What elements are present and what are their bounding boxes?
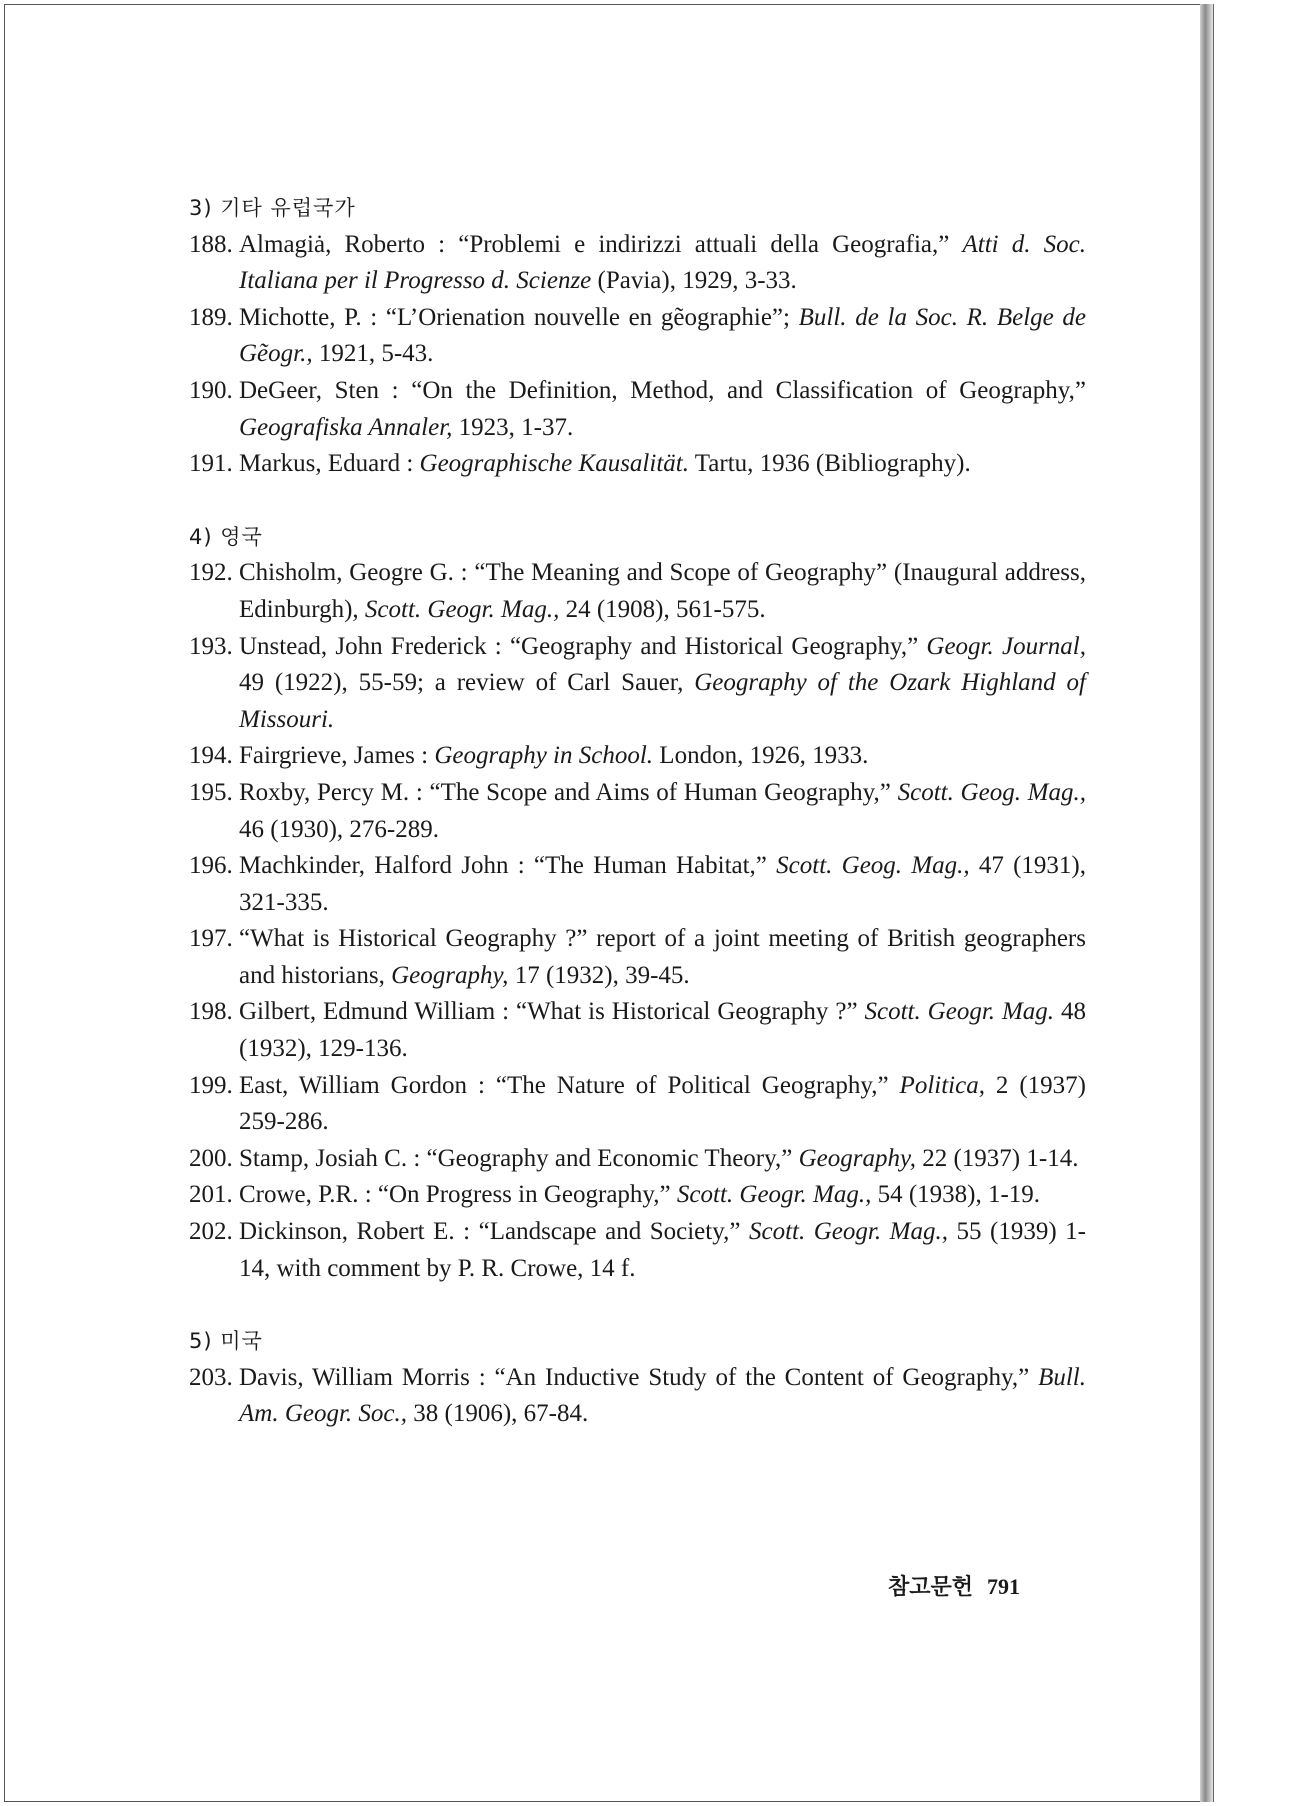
reference-text bbox=[239, 446, 1086, 483]
running-footer bbox=[888, 1570, 1020, 1601]
reference-text-part: 2 (1937) 259-286. bbox=[239, 1071, 1086, 1136]
reference-text-part: Fairgrieve, James : bbox=[239, 742, 435, 770]
reference-text bbox=[239, 373, 1086, 446]
reference-number: 192. bbox=[189, 559, 233, 587]
reference-title-italic: Bull. de la Soc. R. Belge de Gẽogr., bbox=[239, 303, 1086, 368]
reference-text-part: Tartu, 1936 (Bibliography). bbox=[688, 450, 971, 478]
reference-text-part: Roxby, Percy M. : “The Scope and Aims of Human Geography,” bbox=[239, 778, 898, 806]
reference-text-part: Crowe, P.R. : “On Progress in Geography,” bbox=[239, 1181, 677, 1209]
reference-number: 190. bbox=[189, 376, 233, 404]
reference-title-italic: Atti d. Soc. Italiana per il Progresso d. Scienze bbox=[239, 230, 1086, 295]
reference-text-part: “What is Historical Geography ?” report of a joint meeting of British geographers and historians, bbox=[239, 925, 1086, 989]
reference-text-part: Michotte, P. : “L’Orienation nouvelle en gẽographie”; bbox=[239, 303, 799, 331]
background-margin bbox=[1215, 0, 1303, 1806]
reference-number: 194. bbox=[189, 742, 233, 770]
page-number: 791 bbox=[987, 1574, 1021, 1599]
reference-title-italic: Scott. Geogr. Mag., bbox=[676, 1181, 872, 1209]
reference-entry bbox=[189, 300, 1086, 373]
reference-text-part: Chisholm, Geogre G. : “The Meaning and Scope of Geography” (Inaugural address, Edinburgh), bbox=[239, 559, 1086, 623]
section-gap bbox=[189, 1287, 1086, 1323]
reference-text bbox=[239, 227, 1086, 300]
reference-title-italic: Geography, bbox=[391, 961, 509, 989]
reference-text-part: Dickinson, Robert E. : “Landscape and Society,” bbox=[239, 1218, 749, 1246]
reference-text-part: East, William Gordon : “The Nature of Political Geography,” bbox=[239, 1071, 900, 1099]
section-gap bbox=[189, 483, 1086, 519]
reference-text bbox=[239, 1214, 1086, 1287]
reference-title-italic: Scott. Geogr. Mag., bbox=[364, 595, 560, 623]
reference-number: 202. bbox=[189, 1218, 233, 1246]
reference-title-italic: Geography in School. bbox=[434, 742, 654, 770]
reference-number: 199. bbox=[189, 1071, 233, 1099]
reference-text-part: 47 (1931), 321-335. bbox=[239, 852, 1086, 916]
reference-text-part: Davis, William Morris : “An Inductive Study of the Content of Geography,” bbox=[239, 1363, 1039, 1391]
reference-title-italic: Scott. Geogr. Mag., bbox=[748, 1218, 948, 1246]
reference-title-italic: Geographische Kausalität. bbox=[419, 450, 689, 478]
reference-text-part: 1923, 1-37. bbox=[452, 413, 574, 441]
reference-entry bbox=[189, 921, 1086, 994]
reference-entry bbox=[189, 446, 1086, 483]
reference-number: 203. bbox=[189, 1363, 233, 1391]
reference-text bbox=[239, 300, 1086, 373]
reference-text-part: Machkinder, Halford John : “The Human Habitat,” bbox=[239, 852, 777, 880]
reference-number: 200. bbox=[189, 1144, 233, 1172]
reference-text bbox=[239, 775, 1086, 848]
reference-title-italic: Geography of the Ozark Highland of Missouri. bbox=[239, 669, 1086, 733]
reference-text-part: 22 (1937) 1-14. bbox=[915, 1144, 1079, 1172]
reference-text bbox=[239, 1177, 1086, 1214]
reference-entry bbox=[189, 555, 1086, 628]
reference-text-part: London, 1926, 1933. bbox=[653, 742, 869, 770]
reference-text-part: (Pavia), 1929, 3-33. bbox=[591, 267, 797, 295]
reference-entry bbox=[189, 1141, 1086, 1178]
reference-text-part: 24 (1908), 561-575. bbox=[559, 595, 766, 623]
reference-entry bbox=[189, 629, 1086, 739]
reference-text-part: 1921, 5-43. bbox=[312, 340, 434, 368]
reference-text bbox=[239, 1068, 1086, 1141]
reference-text-part: 46 (1930), 276-289. bbox=[239, 815, 439, 843]
reference-text bbox=[239, 629, 1086, 739]
reference-number: 189. bbox=[189, 303, 233, 331]
reference-title-italic: Geography, bbox=[798, 1144, 916, 1172]
reference-text-part: 49 (1922), 55-59; a review of Carl Sauer, bbox=[239, 669, 695, 697]
reference-number: 195. bbox=[189, 778, 233, 806]
reference-text bbox=[239, 848, 1086, 921]
reference-title-italic: Scott. Geog. Mag., bbox=[897, 778, 1086, 806]
reference-text bbox=[239, 738, 1086, 775]
reference-text bbox=[239, 994, 1086, 1067]
reference-title-italic: Scott. Geogr. Mag. bbox=[864, 998, 1055, 1026]
reference-title-italic: Geogr. Journal, bbox=[926, 632, 1086, 660]
reference-text-part: 17 (1932), 39-45. bbox=[508, 961, 690, 989]
reference-entry bbox=[189, 848, 1086, 921]
reference-text-part: 48 (1932), 129-136. bbox=[239, 998, 1087, 1063]
reference-title-italic: Politica, bbox=[899, 1071, 985, 1099]
reference-title-italic: Scott. Geog. Mag., bbox=[776, 852, 970, 880]
bibliography-content bbox=[189, 190, 1086, 1433]
reference-text-part: 38 (1906), 67-84. bbox=[407, 1400, 589, 1428]
reference-title-italic: Geografiska Annaler, bbox=[239, 413, 453, 441]
reference-entry bbox=[189, 1068, 1086, 1141]
reference-number: 196. bbox=[189, 852, 233, 880]
reference-entry bbox=[189, 775, 1086, 848]
reference-text-part: Gilbert, Edmund William : “What is Historical Geography ?” bbox=[239, 998, 865, 1026]
section-heading: 5) 미국 bbox=[189, 1329, 263, 1354]
reference-text-part: Markus, Eduard : bbox=[239, 450, 420, 478]
reference-number: 197. bbox=[189, 925, 233, 953]
reference-text-part: DeGeer, Sten : “On the Definition, Method, and Classification of Geography,” bbox=[239, 376, 1086, 404]
reference-text-part: Stamp, Josiah C. : “Geography and Economic Theory,” bbox=[239, 1144, 799, 1172]
reference-number: 201. bbox=[189, 1181, 233, 1209]
reference-text-part: Almagiȧ, Roberto : “Problemi e indirizzi attuali della Geografia,” bbox=[239, 230, 963, 258]
reference-title-italic: Bull. Am. Geogr. Soc., bbox=[239, 1363, 1086, 1428]
footer-title: 참고문헌 bbox=[888, 1575, 974, 1600]
reference-entry bbox=[189, 1177, 1086, 1214]
reference-entry bbox=[189, 373, 1086, 446]
reference-number: 188. bbox=[189, 230, 233, 258]
reference-number: 193. bbox=[189, 632, 233, 660]
reference-entry bbox=[189, 227, 1086, 300]
reference-text bbox=[239, 1141, 1086, 1178]
reference-text-part: Unstead, John Frederick : “Geography and Historical Geography,” bbox=[239, 632, 927, 660]
reference-text bbox=[239, 1360, 1086, 1433]
reference-entry bbox=[189, 738, 1086, 775]
section-heading: 4) 영국 bbox=[189, 524, 263, 549]
reference-entry bbox=[189, 994, 1086, 1067]
reference-number: 191. bbox=[189, 450, 233, 478]
reference-entry bbox=[189, 1360, 1086, 1433]
reference-text bbox=[239, 555, 1086, 628]
page-edge-shadow bbox=[1200, 4, 1214, 1802]
reference-text-part: 55 (1939) 1-14, with comment by P. R. Crowe, 14 f. bbox=[239, 1218, 1086, 1282]
reference-text bbox=[239, 921, 1086, 994]
reference-text-part: 54 (1938), 1-19. bbox=[871, 1181, 1041, 1209]
reference-entry bbox=[189, 1214, 1086, 1287]
section-heading: 3) 기타 유럽국가 bbox=[189, 196, 356, 220]
reference-number: 198. bbox=[189, 998, 233, 1026]
